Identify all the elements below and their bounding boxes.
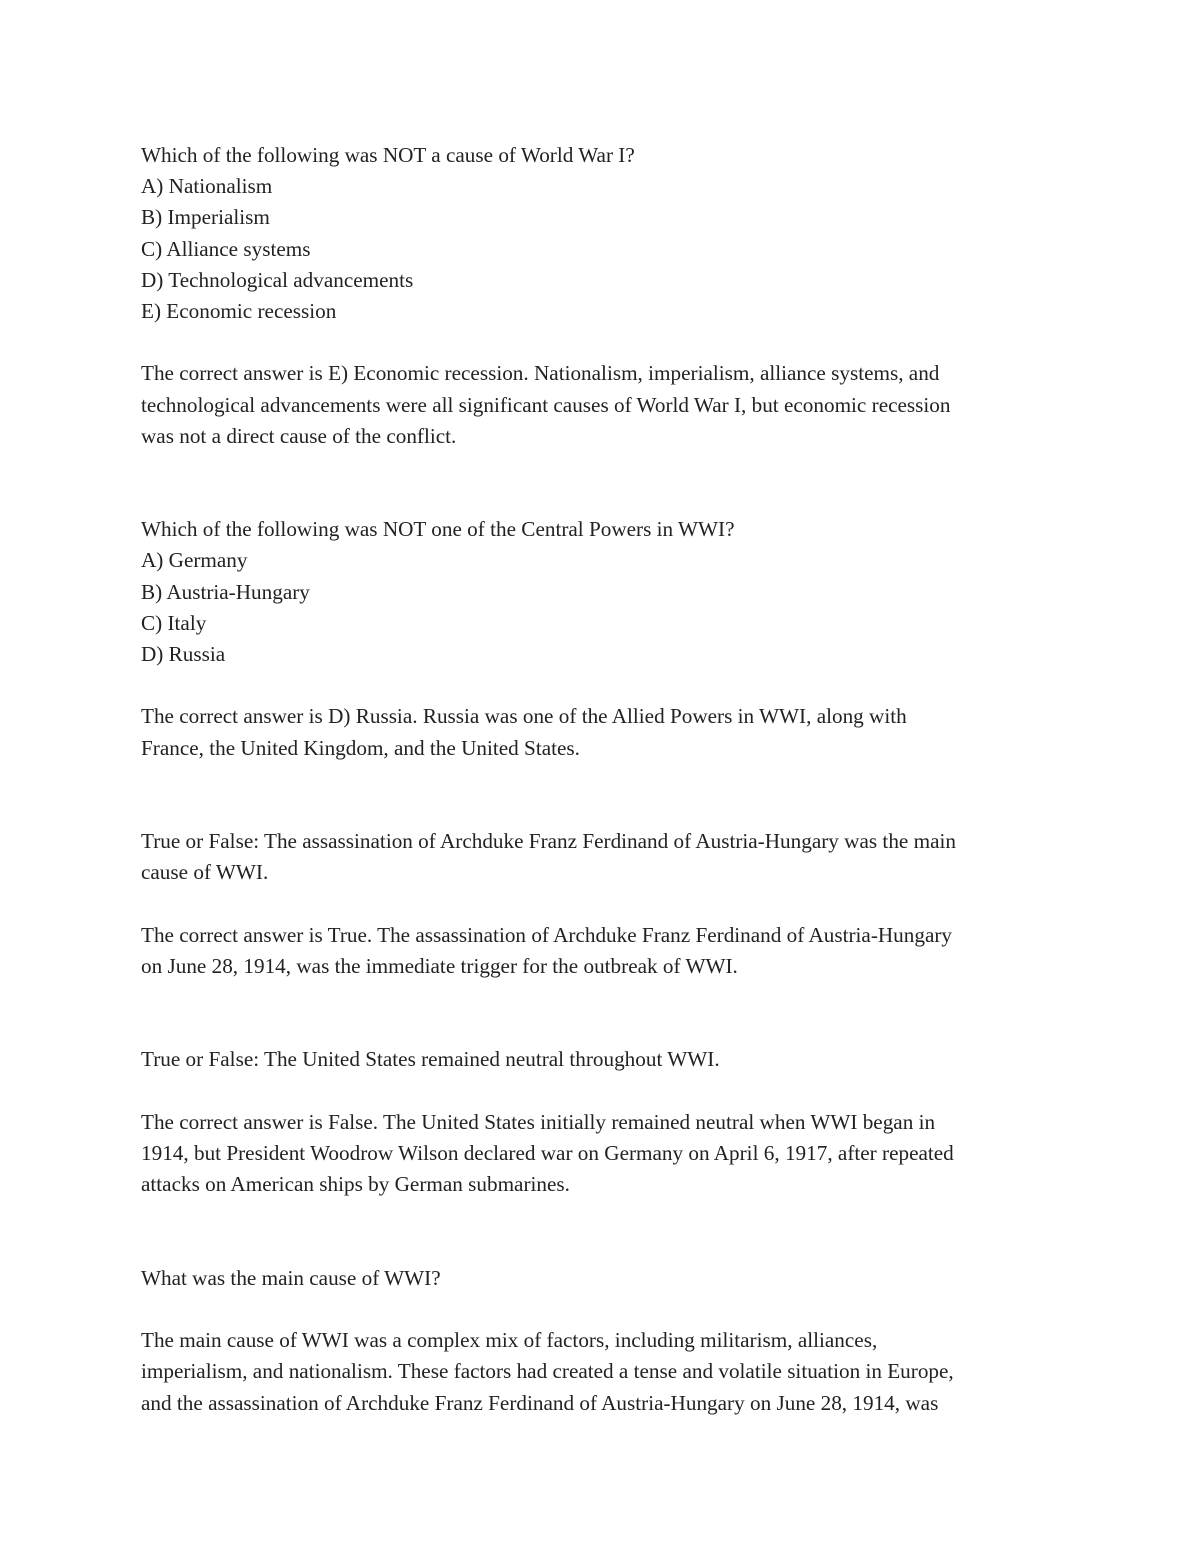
- spacer: [141, 764, 1061, 826]
- question-2-option-d: D) Russia: [141, 642, 226, 667]
- question-2-option-b: B) Austria-Hungary: [141, 579, 310, 604]
- question-1-option-c: C) Alliance systems: [141, 236, 311, 261]
- question-3-line-2: cause of WWI.: [141, 860, 269, 885]
- spacer: [141, 982, 1061, 1044]
- spacer: [141, 1076, 1061, 1107]
- answer-5-line-2: imperialism, and nationalism. These factors had created a tense and volatile situation in Europe,: [141, 1359, 954, 1384]
- question-1-option-a: A) Nationalism: [141, 174, 273, 199]
- spacer: [141, 1294, 1061, 1325]
- answer-4-line-1: The correct answer is False. The United States initially remained neutral when WWI began in: [141, 1109, 936, 1134]
- question-4-text: True or False: The United States remained neutral throughout WWI.: [141, 1047, 720, 1072]
- question-2-option-a: A) Germany: [141, 548, 248, 573]
- answer-1-line-2: technological advancements were all significant causes of World War I, but economic recession: [141, 392, 951, 417]
- question-2-text: Which of the following was NOT one of the Central Powers in WWI?: [141, 517, 735, 542]
- spacer: [141, 327, 1061, 358]
- answer-2-line-1: The correct answer is D) Russia. Russia was one of the Allied Powers in WWI, along with: [141, 704, 907, 729]
- question-1-option-d: D) Technological advancements: [141, 267, 414, 292]
- question-1-text: Which of the following was NOT a cause of World War I?: [141, 143, 635, 167]
- answer-1-line-3: was not a direct cause of the conflict.: [141, 423, 457, 448]
- answer-5-line-3: and the assassination of Archduke Franz Ferdinand of Austria-Hungary on June 28, 1914, was: [141, 1390, 939, 1415]
- answer-2-line-2: France, the United Kingdom, and the United States.: [141, 735, 580, 760]
- spacer: [141, 452, 1061, 514]
- question-2-option-c: C) Italy: [141, 610, 207, 635]
- document-body: [141, 140, 1061, 1419]
- question-3-line-1: True or False: The assassination of Archduke Franz Ferdinand of Austria-Hungary was the main: [141, 829, 956, 854]
- answer-1-line-1: The correct answer is E) Economic recession. Nationalism, imperialism, alliance systems, and: [141, 361, 940, 386]
- answer-4-line-2: 1914, but President Woodrow Wilson declared war on Germany on April 6, 1917, after repeated: [141, 1141, 954, 1166]
- question-5-text: What was the main cause of WWI?: [141, 1265, 441, 1290]
- question-1-option-e: E) Economic recession: [141, 298, 337, 323]
- spacer: [141, 670, 1061, 701]
- answer-3-line-1: The correct answer is True. The assassination of Archduke Franz Ferdinand of Austria-Hungary: [141, 922, 953, 947]
- answer-4-line-3: attacks on American ships by German submarines.: [141, 1172, 570, 1197]
- spacer: [141, 1200, 1061, 1262]
- answer-3-line-2: on June 28, 1914, was the immediate trigger for the outbreak of WWI.: [141, 953, 738, 978]
- answer-5-line-1: The main cause of WWI was a complex mix of factors, including militarism, alliances,: [141, 1328, 878, 1353]
- spacer: [141, 889, 1061, 920]
- question-1-option-b: B) Imperialism: [141, 205, 270, 230]
